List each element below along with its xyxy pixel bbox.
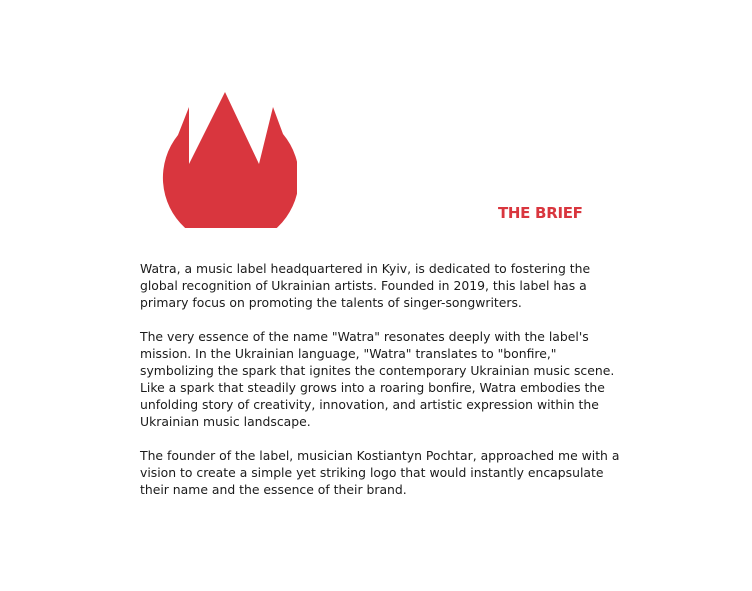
watra-logo bbox=[155, 92, 297, 228]
brief-text bbox=[140, 260, 620, 498]
section-heading: THE BRIEF bbox=[498, 204, 583, 222]
paragraph-name-meaning: The very essence of the name "Watra" resonates deeply with the label's mission. In the Ukrainian language, "Watra" translates to "bonfire," symbolizing the spark that ignites the contemporary Ukrainian music scene. Like a spark that steadily grows into a roaring bonfire, Watra embodies the unfolding story of creativity, innovation, and artistic expression within the Ukrainian music landscape. bbox=[140, 329, 615, 429]
flame-shape bbox=[163, 92, 297, 228]
paragraph-founder-request: The founder of the label, musician Kostiantyn Pochtar, approached me with a vision to create a simple yet striking logo that would instantly encapsulate their name and the essence of their brand. bbox=[140, 448, 620, 497]
paragraph-intro: Watra, a music label headquartered in Kyiv, is dedicated to fostering the global recognition of Ukrainian artists. Founded in 2019, this label has a primary focus on promoting the talents of singer-songwriters. bbox=[140, 261, 591, 310]
bonfire-flame-icon bbox=[155, 92, 297, 228]
